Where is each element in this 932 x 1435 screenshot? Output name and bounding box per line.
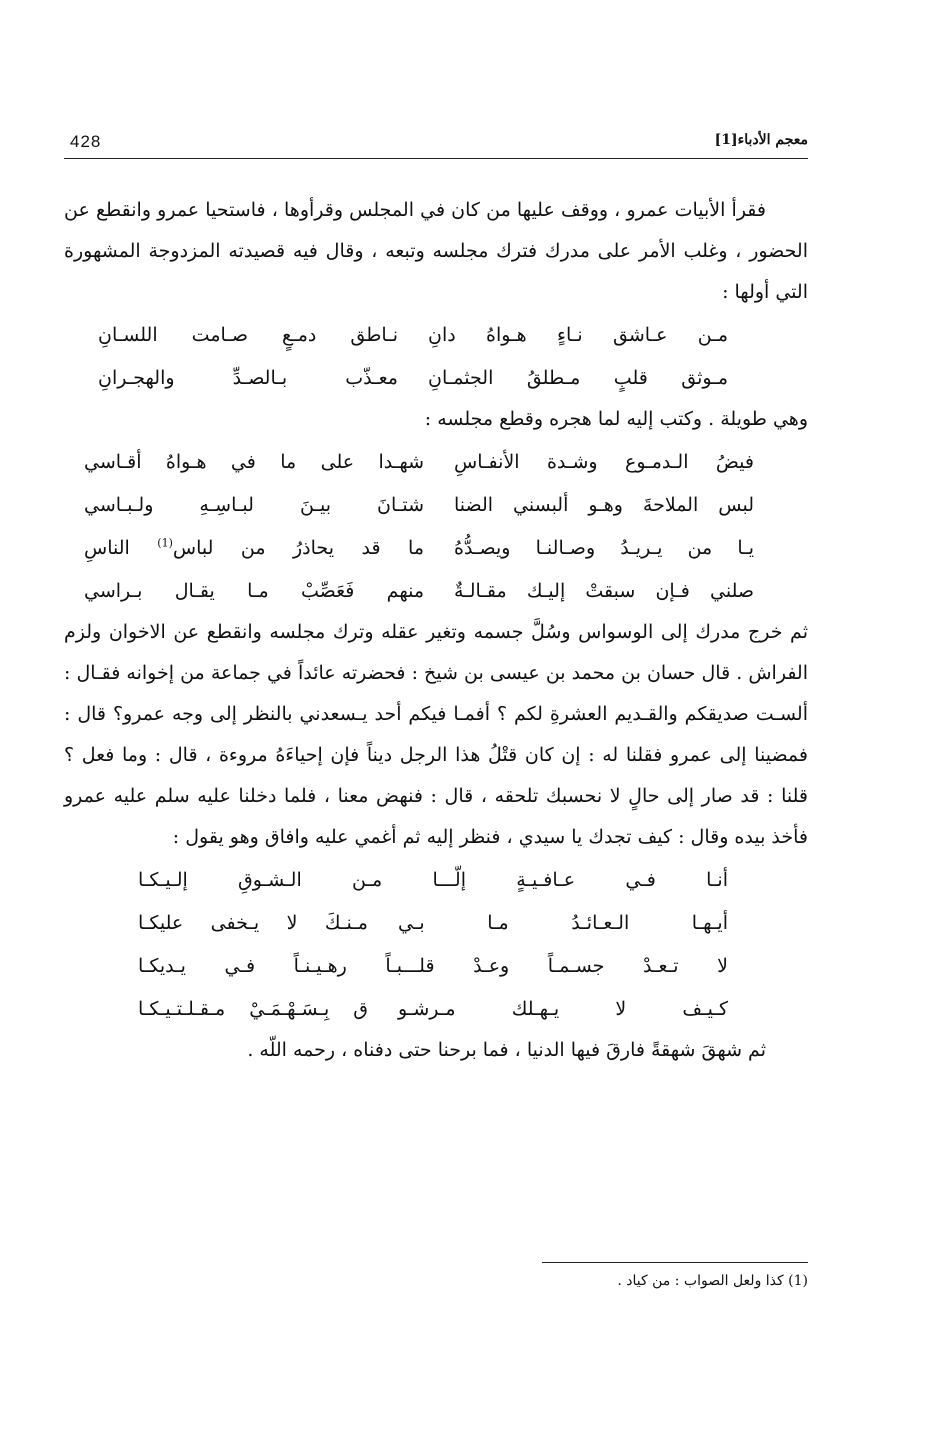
verse-line	[64, 944, 728, 987]
verse-line	[64, 526, 754, 569]
intro-line-3: المزدوجة المشهورة التي أولها :	[64, 240, 808, 303]
hemistich-second: منهم فَعَصِّبْ مـا يقـال بـراسي	[84, 579, 424, 602]
verse-line	[64, 440, 754, 483]
intro-paragraph	[64, 190, 808, 313]
poem-couplets-3	[64, 858, 808, 1030]
hemistich-second: شتـانَ بيـنَ لبـاسِـهِ ولـبـاسي	[84, 493, 424, 516]
narrative-line: يـسعدني بالنظر إلى وجه عمرو؟ قال : فمضينا إلى عمرو فقلنا له : إن كان قتْلُ هذا	[64, 703, 808, 766]
hemistich-second: معـذّب بـالصـدِّ والهجـرانِ	[98, 366, 398, 389]
verse-line	[64, 356, 728, 399]
hemistich-first: فيضُ الـدمـوع وشـدة الأنفـاسِ	[454, 450, 754, 473]
hemistich-first: كـيـف لا يـهـلك مـرشـو	[398, 997, 728, 1020]
verse-line	[64, 569, 754, 612]
intro-line-2: وانقطع عن الحضور ، وغلب الأمر على مدرك فترك مجلسه وتبعه ، وقال فيه قصيدته	[64, 199, 808, 262]
page-header	[64, 128, 808, 158]
verse-line	[64, 987, 728, 1030]
closing-line: ثم شهقَ شهقةً فارقَ فيها الدنيا ، فما برحنا حتى دفناه ، رحمه اللّه .	[247, 1039, 766, 1061]
verse-line	[64, 901, 728, 944]
hemistich-first: أيـهـا الـعـائـدُ مـا بـي	[398, 911, 728, 934]
narrative-line: ثم خرج مدرك إلى الوسواس وسُلَّ جسمه وتغير عقله وترك مجلسه وانقطع عن	[173, 621, 808, 643]
page-number: 428	[70, 132, 102, 151]
narrative-line: الرجل ديناً فإن إحياءَهُ مروءة ، قال : وما فعل ؟ قلنا : قد صار إلى حالٍ لا نحسبك	[64, 744, 808, 807]
hemistich-second: مـنـكَ لا يـخفى عليكـا	[138, 911, 368, 934]
hemistich-first: مـن عـاشق نـاءٍ هـواهُ دانِ	[428, 323, 728, 346]
hemistich-second: شهـدا على ما في هـواهُ أقـاسي	[84, 450, 424, 473]
hemistich-tail: الناسِ	[84, 536, 158, 559]
narrative-line: الاخوان ولزم الفراش . قال حسان بن محمد بن عيسى بن شيخ : فحضرته عائداً في	[64, 621, 808, 684]
hemistich-second: ق بِـسَـهْـمَـيْ مـقـلـتـيـكـا	[138, 997, 368, 1020]
hemistich-text: ما قد يحاذرُ من لباس	[172, 536, 424, 559]
hemistich-first: يـا من يـريـدُ وصـالنـا ويصـدُّهُ	[454, 536, 754, 559]
header-rule	[64, 158, 808, 159]
footnote: (1) كذا ولعل الصواب : من كياد .	[617, 1273, 808, 1289]
hemistich-second	[84, 537, 424, 559]
page-body	[64, 190, 808, 1071]
transition-line: وهي طويلة . وكتب إليه لما هجره وقطع مجلسه :	[424, 408, 808, 430]
narrative-paragraph	[64, 612, 808, 858]
poem-couplets-2	[64, 440, 808, 612]
narrative-line: جماعة من إخوانه فقـال : ألسـت صديقكم والقـديم العشرةِ لكم ؟ أفمـا فيكم أحد	[64, 662, 808, 725]
footnote-rule	[542, 1262, 808, 1263]
hemistich-first: صلني فـإن سبقتْ إليـك مقـالـةٌ	[454, 579, 754, 602]
narrative-line: تجدك يا سيدي ، فنظر إليه ثم أغمي عليه وافاق وهو يقول :	[172, 826, 632, 848]
poem-couplets-1	[64, 313, 808, 399]
verse-line	[64, 483, 754, 526]
verse-line	[64, 313, 728, 356]
footnote-marker: (1)	[157, 536, 173, 550]
intro-line-1: فقرأ الأبيات عمرو ، ووقف عليها من كان في المجلس وقرأوها ، فاستحيا عمرو	[157, 199, 766, 221]
running-title: معجم الأدباء[1]	[714, 132, 808, 148]
verse-full: أنـا فـي عـافـيـةٍ إلّـــا مـن الـشـوقِ إلـيـكـا	[138, 868, 728, 891]
verse-line	[64, 858, 728, 901]
hemistich-first: مـوثق قلبٍ مـطلقُ الجثمـانِ	[428, 366, 728, 389]
verse-full: لا تـعـدْ جسـمـاً وعـدْ قلـــبـاً رهـيـنـاً فـي يـديكـا	[138, 954, 728, 977]
hemistich-second: نـاطق دمـعٍ صـامت اللسـانِ	[98, 323, 398, 346]
hemistich-first: لبس الملاحةَ وهـو ألبسني الضنا	[454, 493, 754, 516]
narrative-line: تلحقه ، قال : فنهض معنا ، فلما دخلنا عليه سلم عليه عمرو فأخذ بيده وقال : كيف	[64, 785, 808, 848]
